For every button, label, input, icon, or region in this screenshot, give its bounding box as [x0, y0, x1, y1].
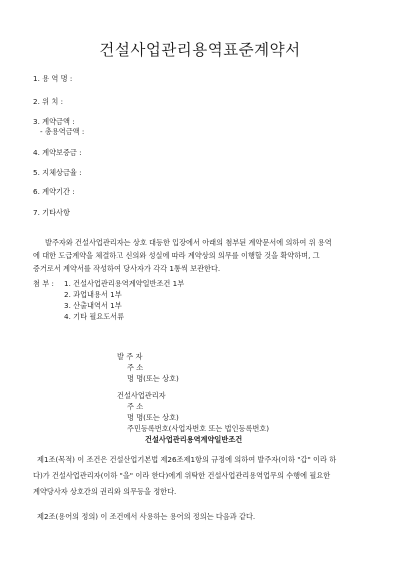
item-1	[33, 74, 72, 83]
attachment-item: 4. 기타 필요도서류	[64, 312, 125, 321]
item-4-number: 4.	[33, 148, 40, 157]
item-2-number: 2.	[33, 97, 40, 106]
item-2	[33, 97, 63, 106]
item-5	[33, 168, 82, 177]
item-6-label: 계약기간 :	[42, 187, 75, 196]
item-7	[33, 208, 70, 217]
item-1-label: 용 역 명 :	[42, 74, 73, 83]
item-6	[33, 187, 75, 196]
intro-line-2: 에 대한 도급계약을 체결하고 신의와 성실에 따라 계약상의 의무를 이행할 것을 확약하며, 그	[33, 251, 320, 260]
attachment-item: 2. 과업내용서 1부	[64, 290, 122, 299]
item-6-number: 6.	[33, 187, 40, 196]
party1-name: 명 명(또는 상호)	[127, 374, 179, 383]
party1-address: 주 소	[127, 363, 144, 372]
attachment-item: 1. 건설사업관리용역계약일반조건 1부	[64, 279, 185, 288]
party2-name: 명 명(또는 상호)	[127, 413, 179, 422]
party1-title: 발 주 자	[117, 352, 143, 361]
general-conditions-title: 건설사업관리용역계약일반조건	[145, 435, 243, 444]
article-1-line-3: 계약당사자 상호간의 권리와 의무등을 정한다.	[33, 487, 177, 496]
item-7-label: 기타사항	[42, 208, 70, 217]
document-title: 건설사업관리용역표준계약서	[99, 41, 301, 59]
attachments-label: 첨 부 :	[33, 279, 54, 288]
attachment-item: 3. 산출내역서 1부	[64, 301, 122, 310]
party2-registration: 주민등록번호(사업자번호 또는 법인등록번호)	[127, 424, 270, 433]
item-3-label: 계약금액 :	[42, 117, 75, 126]
item-4	[33, 148, 82, 157]
item-3-sub: - 총용역금액 :	[40, 127, 85, 136]
intro-line-1: 발주자와 건설사업관리자는 상호 대등한 입장에서 아래의 첨부된 계약문서에 의하여 위 용역	[45, 238, 332, 247]
item-4-label: 계약보증금 :	[42, 148, 82, 157]
item-1-number: 1.	[33, 74, 40, 83]
item-5-label: 지체상금율 :	[42, 168, 82, 177]
party2-title: 건설사업관리자	[117, 391, 166, 400]
article-2-line-1: 제2조(용어의 정의) 이 조건에서 사용하는 용어의 정의는 다음과 같다.	[37, 512, 256, 521]
article-1-line-1: 제1조(목적) 이 조건은 건설산업기본법 제26조제1항의 규정에 의하여 발주자(이하 "갑" 이라 하	[37, 455, 337, 464]
item-7-number: 7.	[33, 208, 40, 217]
party2-address: 주 소	[127, 402, 144, 411]
item-5-number: 5.	[33, 168, 40, 177]
item-3-number: 3.	[33, 117, 40, 126]
item-3	[33, 117, 75, 126]
item-2-label: 위 치 :	[42, 97, 64, 106]
article-1-line-2: 다)가 건설사업관리자(이하 "을" 이라 한다)에게 위탁한 건설사업관리용역업무의 수행에 필요한	[33, 471, 331, 480]
intro-line-3: 증거로서 계약서를 작성하여 당사자가 각각 1통씩 보관한다.	[33, 264, 221, 273]
